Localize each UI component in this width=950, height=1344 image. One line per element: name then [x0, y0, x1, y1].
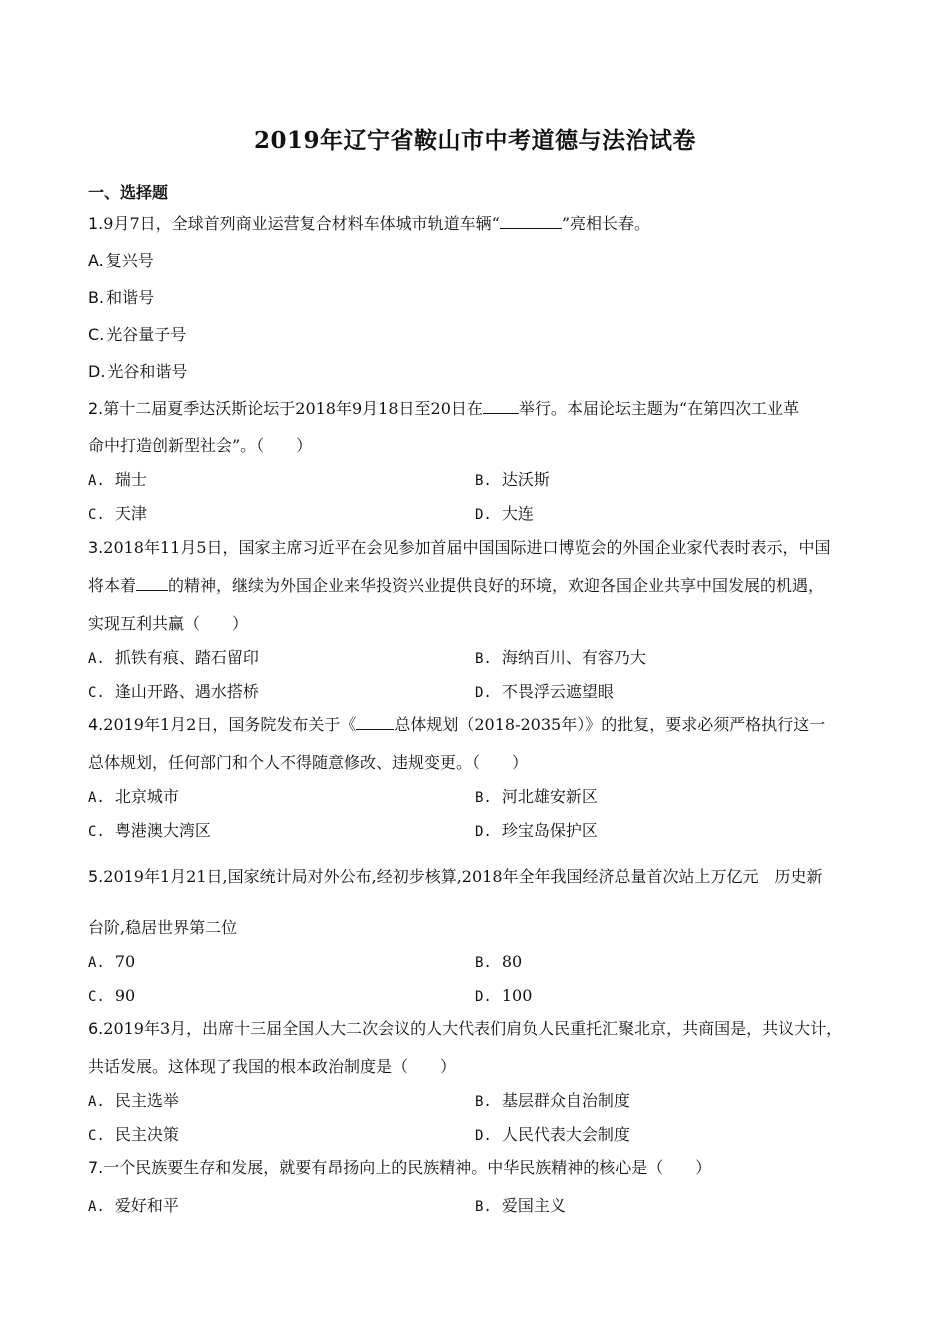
question-number: 3.	[88, 538, 104, 557]
option-letter: D.	[475, 1128, 492, 1144]
question-2	[88, 398, 799, 420]
option-text: 光谷和谐号	[107, 362, 188, 381]
option-letter: D.	[88, 362, 106, 381]
answer-blank	[136, 576, 168, 591]
option-letter: C.	[88, 989, 105, 1005]
question-number: 5.	[88, 867, 104, 886]
question-text: 第十二届夏季达沃斯论坛于2018年9月18日至20日在	[103, 399, 483, 418]
option-a	[88, 647, 259, 670]
option-a	[88, 1195, 179, 1218]
question-text: ”亮相长春。	[561, 214, 650, 233]
option-text: 70	[114, 952, 136, 971]
question-6-cont: 共话发展。这体现了我国的根本政治制度是（ ）	[88, 1057, 457, 1076]
answer-blank	[356, 715, 394, 730]
question-text: 2018年11月5日，国家主席习近平在会见参加首届中国国际进口博览会的外国企业家代表时表示，中国	[103, 538, 831, 557]
option-text: 海纳百川、有容乃大	[501, 648, 646, 667]
question-text: 2019年1月2日，国务院发布关于《	[103, 715, 357, 734]
option-letter: C.	[88, 685, 105, 701]
option-d	[475, 1124, 630, 1147]
option-letter: B.	[475, 1199, 492, 1215]
option-text: 光谷量子号	[106, 325, 187, 344]
option-letter: B.	[475, 955, 492, 971]
question-text: 2019年1月21日,国家统计局对外公布,经初步核算,2018年全年我国经济总量首次站上万亿元 历史新	[103, 867, 823, 886]
option-text: 民主决策	[114, 1125, 179, 1144]
option-text: 100	[501, 986, 533, 1005]
option-letter: A.	[88, 473, 105, 489]
question-number: 6.	[88, 1019, 104, 1038]
option-letter: C.	[88, 325, 105, 344]
question-text: 将本着	[88, 576, 137, 595]
question-3-cont: 实现互利共赢（ ）	[88, 614, 249, 633]
answer-blank	[500, 214, 562, 229]
option-text: 河北雄安新区	[501, 787, 598, 806]
option-d	[475, 681, 614, 704]
question-number: 1.	[88, 214, 104, 233]
option-text: 人民代表大会制度	[501, 1125, 630, 1144]
option-letter: B.	[475, 651, 492, 667]
option-c	[88, 1124, 179, 1147]
option-text: 北京城市	[114, 787, 179, 806]
option-text: 基层群众自治制度	[501, 1091, 630, 1110]
answer-blank	[483, 399, 519, 414]
option-letter: C.	[88, 1128, 105, 1144]
question-text: 的精神，继续为外国企业来华投资兴业提供良好的环境，欢迎各国企业共享中国发展的机遇，	[168, 576, 825, 595]
option-text: 民主选举	[114, 1091, 179, 1110]
option-b	[475, 469, 550, 492]
option-c	[88, 681, 259, 704]
option-text: 大连	[501, 504, 534, 523]
option-letter: C.	[88, 824, 105, 840]
option-c	[88, 985, 135, 1008]
option-text: 天津	[114, 504, 147, 523]
option-a	[88, 469, 147, 492]
question-3	[88, 537, 831, 559]
option-letter: A.	[88, 1199, 105, 1215]
option-text: 粤港澳大湾区	[114, 821, 211, 840]
question-number: 2.	[88, 399, 104, 418]
option-text: 瑞士	[114, 470, 147, 489]
question-text: 一个民族要生存和发展，就要有昂扬向上的民族精神。中华民族精神的核心是（ ）	[103, 1158, 712, 1177]
option-text: 爱国主义	[501, 1196, 566, 1215]
question-text: 9月7日，全球首列商业运营复合材料车体城市轨道车辆“	[103, 214, 500, 233]
option-text: 珍宝岛保护区	[501, 821, 598, 840]
option-letter: A.	[88, 790, 105, 806]
option-letter: A.	[88, 1094, 105, 1110]
question-5	[88, 866, 823, 888]
question-text: 举行。本届论坛主题为“在第四次工业革	[518, 399, 800, 418]
option-letter: D.	[475, 824, 492, 840]
option-b	[475, 647, 646, 670]
option-d	[475, 503, 534, 526]
option-text: 80	[501, 952, 523, 971]
question-4	[88, 714, 825, 736]
question-2-cont: 命中打造创新型社会”。（ ）	[88, 436, 313, 455]
option-c	[88, 503, 147, 526]
option-text: 90	[114, 986, 136, 1005]
option-letter: C.	[88, 507, 105, 523]
option-text: 和谐号	[106, 288, 155, 307]
question-5-cont: 台阶,稳居世界第二位	[88, 918, 238, 937]
question-6	[88, 1018, 842, 1040]
option-a	[88, 250, 154, 272]
option-letter: B.	[88, 288, 105, 307]
option-c	[88, 820, 211, 843]
option-d	[88, 361, 187, 383]
question-number: 7.	[88, 1158, 104, 1177]
option-letter: B.	[475, 473, 492, 489]
section-heading: 一、选择题	[88, 183, 169, 202]
option-c	[88, 324, 186, 346]
option-letter: A.	[88, 955, 105, 971]
option-b	[475, 1090, 630, 1113]
question-1	[88, 213, 650, 235]
question-text: 2019年3月，出席十三届全国人大二次会议的人大代表们肩负人民重托汇聚北京，共商国是，共议大计，	[103, 1019, 843, 1038]
option-b	[475, 1195, 566, 1218]
option-letter: B.	[475, 1094, 492, 1110]
option-text: 不畏浮云遮望眼	[501, 682, 614, 701]
question-4-cont: 总体规划，任何部门和个人不得随意修改、违规变更。（ ）	[88, 753, 529, 772]
question-number: 4.	[88, 715, 104, 734]
option-d	[475, 820, 598, 843]
option-a	[88, 786, 179, 809]
option-a	[88, 951, 135, 974]
option-letter: D.	[475, 685, 492, 701]
option-text: 逢山开路、遇水搭桥	[114, 682, 259, 701]
question-text: 总体规划（2018-2035年）》的批复，要求必须严格执行这一	[394, 715, 826, 734]
option-a	[88, 1090, 179, 1113]
option-d	[475, 985, 532, 1008]
option-letter: A.	[88, 251, 104, 270]
option-b	[475, 786, 598, 809]
option-letter: D.	[475, 507, 492, 523]
option-text: 复兴号	[105, 251, 154, 270]
option-letter: A.	[88, 651, 105, 667]
option-b	[475, 951, 522, 974]
page-title: 2019年辽宁省鞍山市中考道德与法治试卷	[253, 127, 696, 154]
option-letter: D.	[475, 989, 492, 1005]
option-b	[88, 287, 154, 309]
option-letter: B.	[475, 790, 492, 806]
question-3-cont	[88, 575, 824, 597]
option-text: 爱好和平	[114, 1196, 179, 1215]
option-text: 抓铁有痕、踏石留印	[114, 648, 259, 667]
option-text: 达沃斯	[501, 470, 550, 489]
question-7	[88, 1157, 711, 1179]
